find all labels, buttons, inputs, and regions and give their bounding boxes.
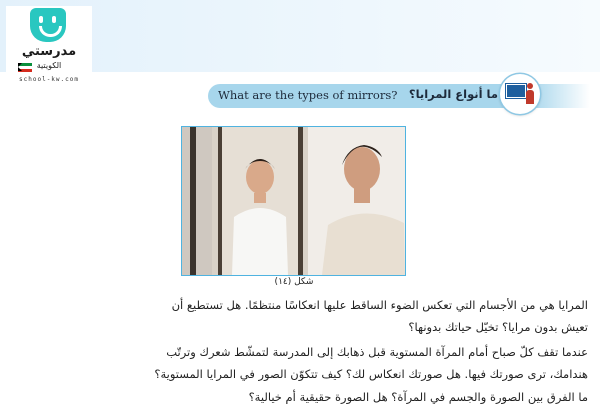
section-heading-english: What are the types of mirrors? xyxy=(218,88,398,102)
section-heading-arabic: ما أنواع المرايا؟ xyxy=(408,87,498,101)
logo-name: مدرستي xyxy=(21,44,77,59)
body-line-5: ما الفرق بين الصورة والجسم في المرآة؟ هل الصورة حقيقية أم خيالية؟ xyxy=(248,390,588,404)
smile-logo-icon xyxy=(30,8,66,42)
figure-caption: شكل (١٤) xyxy=(274,277,314,287)
body-line-2: تعيش بدون مرايا؟ تخيّل حياتك بدونها؟ xyxy=(408,320,588,334)
body-line-3: عندما تقف كلّ صباح أمام المرآة المستوية قبل ذهابك إلى المدرسة لتمشّط شعرك وترتّب xyxy=(166,345,588,359)
body-line-4: هندامك، ترى صورتك فيها. هل صورتك انعكاس لك؟ كيف تتكوّن الصور في المرايا المستوية؟ xyxy=(154,367,588,381)
site-logo[interactable] xyxy=(6,6,92,88)
logo-url: school-kw.com xyxy=(19,76,79,83)
teacher-board-icon xyxy=(500,74,540,114)
body-line-1: المرايا هي من الأجسام التي تعكس الضوء الساقط عليها انعكاسًا منتظمًا. هل تستطيع أن xyxy=(171,298,588,312)
logo-subtitle: الكويتية xyxy=(36,61,62,70)
mirror-photo xyxy=(181,126,406,276)
